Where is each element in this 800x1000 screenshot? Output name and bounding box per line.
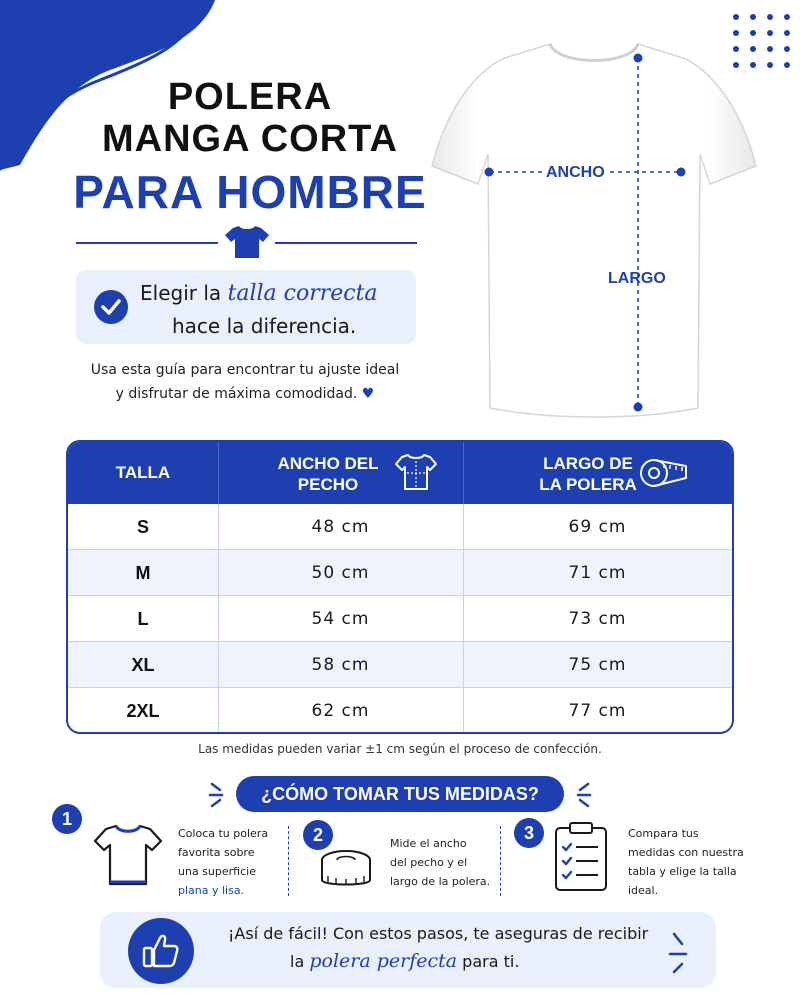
table-row: [68, 596, 732, 642]
intro-text-2: y disfrutar de máxima comodidad.: [115, 386, 358, 402]
sparkle-icon: [570, 780, 592, 808]
cell-size: S: [136, 517, 149, 537]
step-2-number: 2: [303, 820, 333, 850]
header-chest: [253, 453, 403, 495]
check-circle-icon: [93, 289, 129, 325]
footer-text-before: la: [290, 952, 310, 971]
step-3-number: 3: [514, 818, 544, 848]
table-row: [68, 688, 732, 734]
intro-line-1: Usa esta guía para encontrar tu ajuste ideal: [90, 362, 400, 378]
measurement-note: Las medidas pueden variar ±1 cm según el proceso de confección.: [198, 742, 602, 756]
header-chest-line-2: PECHO: [297, 475, 359, 494]
callout-text: Elegir la: [140, 281, 228, 305]
sparkle-icon: [208, 780, 230, 808]
step-1-line-1: Coloca tu polera: [178, 827, 269, 840]
tshirt-icon: [92, 820, 164, 892]
header-length-line-2: LA POLERA: [539, 475, 637, 494]
cell-size: 2XL: [126, 701, 160, 721]
cell-length: 77 cm: [568, 701, 627, 721]
divider-left: [76, 242, 218, 244]
step-1-text: [178, 824, 268, 900]
cell-chest: 54 cm: [311, 609, 370, 629]
table-row: [68, 504, 732, 550]
cell-chest: 62 cm: [311, 701, 370, 721]
thumbs-up-icon: [140, 930, 182, 972]
table-row: [68, 550, 732, 596]
callout-line-2: hace la diferencia.: [172, 314, 357, 338]
step-2-line-2: del pecho y el: [390, 856, 468, 869]
step-2-line-1: Mide el ancho: [390, 837, 467, 850]
cell-length: 71 cm: [568, 563, 627, 583]
size-table: [66, 440, 734, 734]
header-separator: [218, 442, 219, 504]
footer-text-after: para ti.: [457, 952, 520, 971]
step-2-line-3: largo de la polera.: [390, 875, 491, 888]
cell-size: L: [137, 609, 149, 629]
header-separator: [463, 442, 464, 504]
measuring-tape-icon: [316, 848, 376, 894]
step-3-line-2: medidas con nuestra: [628, 846, 744, 859]
step-3-line-4: ideal.: [628, 884, 659, 897]
title-line-3: PARA HOMBRE: [73, 166, 427, 218]
cell-chest: 50 cm: [311, 563, 370, 583]
header-size: TALLA: [115, 463, 171, 482]
footer-line-2: [290, 950, 519, 972]
footer-highlight: polera perfecta: [309, 950, 458, 972]
title-line-2: MANGA CORTA: [102, 118, 398, 160]
step-separator: [500, 826, 501, 896]
intro-line-2: [70, 382, 420, 406]
footer-line-1: ¡Así de fácil! Con estos pasos, te aseguras de recibir: [228, 924, 649, 943]
header-length-line-1: LARGO DE: [543, 454, 633, 473]
tshirt-icon: [394, 452, 438, 492]
cell-length: 69 cm: [568, 517, 627, 537]
table-header: [68, 442, 732, 504]
table-row: [68, 642, 732, 688]
callout-line-1: [140, 281, 378, 306]
step-1-line-2: favorita sobre: [178, 846, 255, 859]
cell-chest: 58 cm: [311, 655, 370, 675]
heart-icon: ♥: [361, 386, 375, 402]
step-3-text: [628, 824, 744, 900]
measuring-tape-icon: [638, 456, 690, 490]
divider-right: [275, 242, 417, 244]
callout-highlight: talla correcta: [227, 281, 378, 306]
length-label: LARGO: [608, 270, 666, 287]
how-to-title: ¿CÓMO TOMAR TUS MEDIDAS?: [261, 784, 539, 804]
header-chest-line-1: ANCHO DEL: [277, 454, 379, 473]
step-2-text: [390, 834, 490, 891]
step-3-line-3: tabla y elige la talla: [628, 865, 737, 878]
step-1-number: 1: [52, 804, 82, 834]
step-3-line-1: Compara tus: [628, 827, 699, 840]
title-line-1: POLERA: [167, 76, 333, 118]
width-label: ANCHO: [543, 164, 608, 182]
tshirt-icon: [224, 224, 270, 260]
step-separator: [288, 826, 289, 896]
cell-length: 75 cm: [568, 655, 627, 675]
cell-chest: 48 cm: [311, 517, 370, 537]
tshirt-diagram: [430, 36, 760, 426]
cell-length: 73 cm: [568, 609, 627, 629]
clipboard-checklist-icon: [552, 820, 610, 892]
step-1-line-3: una superficie: [178, 865, 256, 878]
sparkle-icon: [664, 928, 692, 978]
cell-size: XL: [131, 655, 155, 675]
cell-size: M: [135, 563, 151, 583]
step-1-line-4: plana y lisa.: [178, 884, 245, 897]
